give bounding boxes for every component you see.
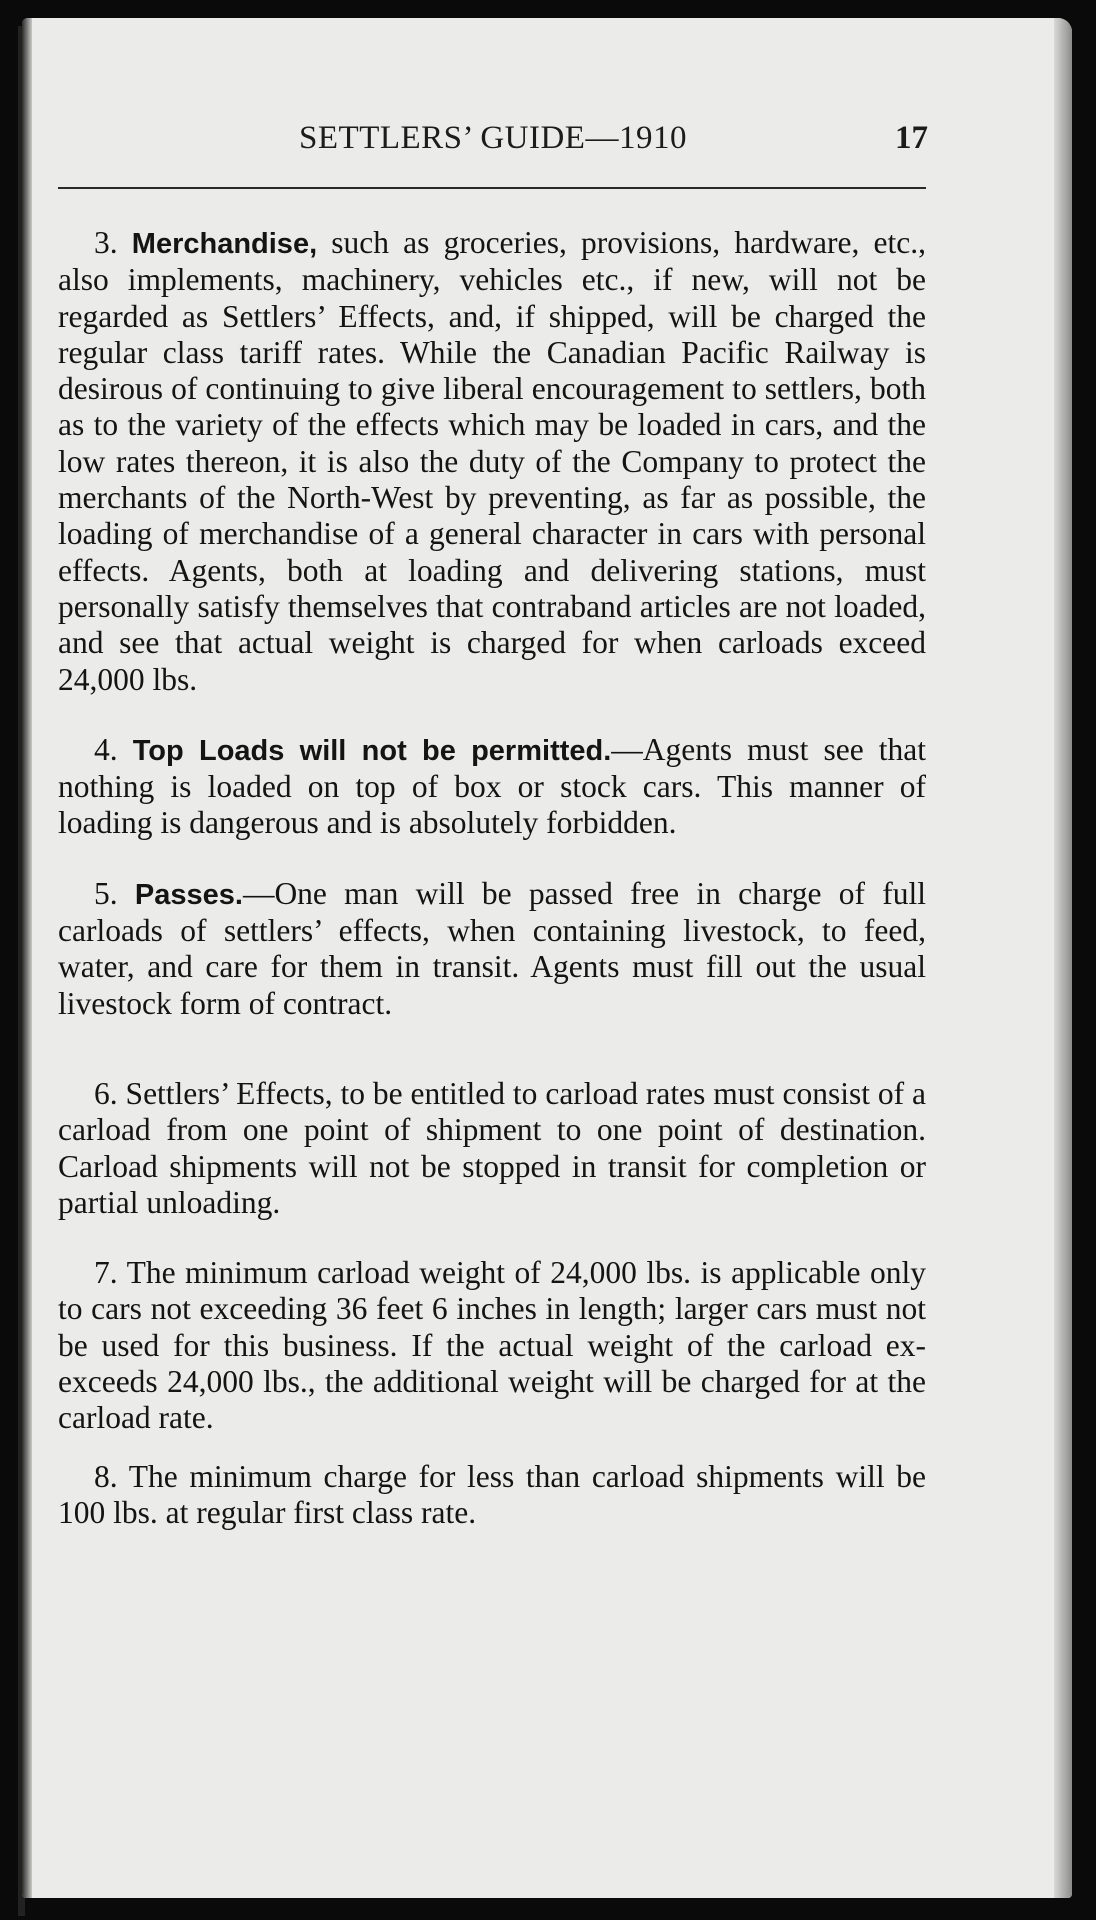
- paragraph-text: such as groceries, provisions, hardware, etc., also implements, machinery, vehicles etc., if new, will not be regarded as Settlers’ Effects, and, if shipped, will be charged the regular class tariff rates. While the Canadian Pacific Railway is desirous of continuing to give liberal encouragement to settlers, both as to the variety of the effects which may be loaded in cars, and the low rates thereon, it is also the duty of the Company to protect the merchants of the North-West by preventing, as far as possible, the loading of merchandise of a general character in cars with personal effects. Agents, both at loading and delivering stations, must personally satisfy themselves that contraband articles are not loaded, and see that actual weight is charged for when carloads exceed 24,000 lbs.: [58, 225, 926, 697]
- paragraph-7: [58, 1255, 926, 1436]
- page-number: 17: [895, 120, 928, 156]
- paragraph-heading: Merchandise,: [131, 228, 318, 260]
- running-title: SETTLERS’ GUIDE—1910: [299, 120, 687, 156]
- body-text: [58, 225, 926, 1531]
- page-right-edge: [1054, 18, 1072, 1898]
- paragraph-6: [58, 1076, 926, 1221]
- paragraph-number: 7.: [94, 1255, 127, 1291]
- paragraph-text: The minimum charge for less than carload shipments will be 100 lbs. at regular first class rate.: [58, 1458, 926, 1530]
- paragraph-4: [58, 732, 926, 842]
- paragraph-text: —One man will be passed free in charge of full carloads of settlers’ effects, when containing livestock, to feed, water, and care for them in transit. Agents must fill out the usual livestock form of contract.: [58, 875, 927, 1021]
- page-header: [58, 120, 928, 180]
- paragraph-text: Settlers’ Effects, to be entitled to carload rates must consist of a carload from one point of shipment to one point of destination. Carload shipments will not be stopped in transit for completion or partial unloading.: [58, 1075, 927, 1220]
- paragraph-heading: Top Loads will not be permitted.: [132, 734, 612, 767]
- header-rule: [58, 187, 926, 189]
- paragraph-5: [58, 876, 926, 1022]
- paragraph-heading: Passes.: [134, 878, 243, 911]
- page-left-edge: [22, 18, 32, 1898]
- paragraph-8: [58, 1459, 926, 1532]
- paragraph-number: 4.: [94, 731, 133, 767]
- paragraph-text: —Agents must see that nothing is loaded on top of box or stock cars. This manner of loading is dangerous and is absolutely forbidden.: [58, 731, 926, 841]
- paragraph-text: The minimum carload weight of 24,000 lbs. is applicable only to cars not exceeding 36 feet 6 inches in length; larger cars must not be used for this business. If the actual weight of the carload exexceeds 24,000 lbs., the additional weight will be charged for at the carload rate.: [58, 1255, 927, 1436]
- paragraph-3: [58, 225, 926, 698]
- paragraph-number: 8.: [94, 1458, 129, 1494]
- paragraph-number: 5.: [94, 875, 135, 911]
- paragraph-number: 3.: [94, 225, 132, 260]
- paragraph-number: 6.: [94, 1075, 126, 1111]
